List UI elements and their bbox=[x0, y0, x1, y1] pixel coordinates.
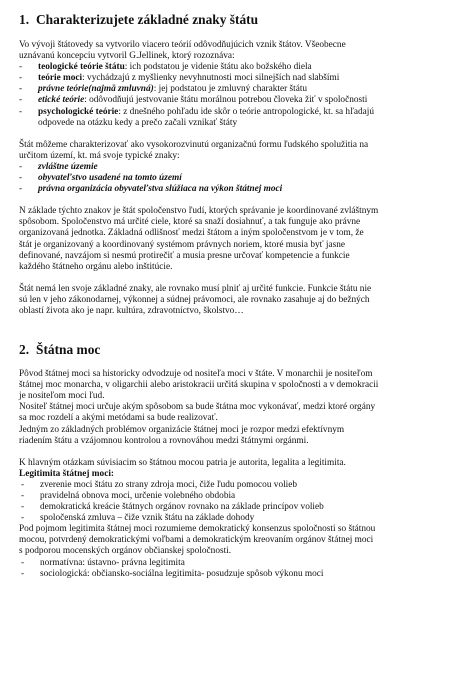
origin-line: sa moc rozdelí a akými metódami sa bude realizovať. bbox=[19, 413, 218, 424]
document-page bbox=[0, 12, 474, 682]
legitimacy-item: - pravidelná obnova moci, určenie volebného obdobia bbox=[19, 491, 460, 502]
origin-line: riadením štátu a vzájomnou kontrolou a rovnováhou medzi štátnymi orgánmi. bbox=[19, 435, 309, 446]
issues-line: K hlavným otázkam súvisiacim so štátnou mocou patria je autorita, legalita a legitimita. bbox=[19, 457, 346, 468]
state-sign-text: obyvateľstvo usadené na tomto území bbox=[38, 173, 182, 184]
society-line: spôsobom. Spoločenstvo má určité ciele, ktoré sa snaží dosiahnuť, a tak funguje ako právne bbox=[19, 217, 361, 228]
section-1-number: 1. bbox=[19, 12, 30, 27]
theory-term: psychologické teórie bbox=[38, 106, 119, 117]
theory-item bbox=[19, 84, 460, 95]
theory-item bbox=[19, 62, 460, 73]
society-line: každého štátneho orgánu alebo inštitúcie. bbox=[19, 261, 173, 272]
theory-term: etické teórie bbox=[38, 95, 85, 106]
society-line: organizovaná jednotka. Základná odlišnosť medzi štátom a iným spoločenstvom je v tom, že bbox=[19, 228, 364, 239]
origin-line: je nositeľom moci ľud. bbox=[19, 391, 105, 402]
theory-item bbox=[19, 73, 460, 84]
characteristics-paragraph bbox=[19, 140, 460, 162]
section-2-number: 2. bbox=[19, 342, 30, 358]
origin-line: Nositeľ štátnej moci určuje akým spôsobom sa bude štátna moc vykonávať, medzi ktoré orgány bbox=[19, 402, 376, 413]
origin-line: Jedným zo základných problémov organizácie štátnej moci je rozpor medzi efektívnym bbox=[19, 424, 345, 435]
theory-term: teologické teórie štátu bbox=[38, 62, 125, 73]
origin-paragraph bbox=[19, 369, 460, 447]
theory-text: : odôvodňujú jestvovanie štátu morálnou potrebou človeka žiť v spoločnosti bbox=[84, 95, 368, 106]
legitimacy-type-item: - normatívna: ústavno- právna legitimita bbox=[19, 558, 460, 569]
section-1-title: Charakterizujete základné znaky štátu bbox=[36, 12, 259, 27]
theory-item bbox=[19, 95, 460, 106]
legitimacy-line: s podporou mocenských orgánov občianskej spoločnosti. bbox=[19, 546, 232, 557]
society-paragraph bbox=[19, 206, 460, 273]
functions-line: oblastí života ako je napr. kultúra, zdravotníctvo, školstvo… bbox=[19, 305, 244, 316]
legitimacy-types-list bbox=[19, 558, 460, 580]
legitimacy-type-item: - sociologická: občiansko-sociálna legitimita- posudzuje spôsob výkonu moci bbox=[19, 569, 460, 580]
section-1-heading bbox=[19, 12, 460, 27]
legitimacy-line: mocou, potvrdený demokratickými voľbami a demokratickým kreovaním orgánov štátnej moci bbox=[19, 535, 374, 546]
society-line: štát je organizovaný a koordinovaný systémom právnych noriem, ktoré musia byť jasne bbox=[19, 239, 346, 250]
functions-paragraph bbox=[19, 284, 460, 317]
state-sign-item bbox=[19, 184, 460, 195]
theories-list bbox=[19, 62, 460, 129]
origin-line: Pôvod štátnej moci sa historicky odvodzuje od nositeľa moci v štáte. V monarchii je nositeľom bbox=[19, 369, 373, 380]
intro-paragraph bbox=[19, 40, 460, 62]
state-signs-list bbox=[19, 162, 460, 195]
state-sign-text: zvláštne územie bbox=[38, 161, 98, 172]
theory-text-continued: odpovede na otázku kedy a prečo začali vznikať štáty bbox=[38, 117, 238, 128]
theory-item bbox=[19, 107, 460, 129]
theory-text: : vychádzajú z myšlienky nevyhnutnosti moci silnejších nad slabšími bbox=[82, 73, 340, 84]
section-2-heading bbox=[19, 342, 460, 357]
theory-text: : ich podstatou je videnie štátu ako božského diela bbox=[124, 62, 312, 73]
theory-text: : jej podstatou je zmluvný charakter štátu bbox=[153, 84, 308, 95]
state-sign-text: právna organizácia obyvateľstva slúžiaca na výkon štátnej moci bbox=[38, 184, 283, 195]
intro-line: Vo vývoji štátovedy sa vytvorilo viacero teórií odôvodňujúcich vznik štátov. Všeobecne bbox=[19, 40, 346, 50]
characteristics-line: Štát môžeme charakterizovať ako vysokorozvinutú organizačnú formu ľudského spolužitia na bbox=[19, 139, 369, 150]
legitimacy-paragraph bbox=[19, 524, 460, 557]
society-line: N základe týchto znakov je štát spoločenstvo ľudí, ktorých správanie je koordinované zvláštnym bbox=[19, 206, 379, 217]
section-2-title: Štátna moc bbox=[36, 342, 101, 358]
characteristics-line: určitom území, kt. má svoje typické znaky: bbox=[19, 150, 180, 161]
society-line: definované, navzájom si nesmú protirečiť a musia presne určovať kompetencie a funkcie bbox=[19, 250, 350, 261]
theory-text: : z dnešného pohľadu ide skôr o teórie antropologické, kt. sa hľadajú bbox=[118, 106, 374, 117]
legitimacy-item: - demokratická kreácie štátnych orgánov rovnako na základe princípov volieb bbox=[19, 502, 460, 513]
legitimacy-item: - zverenie moci štátu zo strany zdroja moci, čiže ľudu pomocou volieb bbox=[19, 480, 460, 491]
state-sign-item bbox=[19, 173, 460, 184]
functions-line: sú len v jeho zákonodarnej, výkonnej a súdnej právomoci, ale rovnako zasahuje aj do bežných bbox=[19, 294, 370, 305]
legitimacy-title: Legitimita štátnej moci: bbox=[19, 468, 115, 479]
legitimacy-list bbox=[19, 480, 460, 524]
intro-line: uznávanú koncepciu vytvoril G.Jellinek, ktorý rozoznáva: bbox=[19, 51, 235, 62]
theory-term: právne teórie(najmä zmluvná) bbox=[38, 84, 154, 95]
legitimacy-line: Pod pojmom legitimita štátnej moci rozumieme demokratický konsenzus spoločnosti so štátnou bbox=[19, 524, 376, 535]
legitimacy-item: - spoločenská zmluva – čiže vznik štátu na základe dohody bbox=[19, 513, 460, 524]
functions-line: Štát nemá len svoje základné znaky, ale rovnako musí plniť aj určité funkcie. Funkcie štátu nie bbox=[19, 283, 372, 294]
state-sign-item bbox=[19, 162, 460, 173]
theory-term: teórie moci bbox=[38, 73, 83, 84]
origin-line: štátnej moc monarcha, v oligarchii alebo aristokracii určitá skupina v spoločnosti a v demokracii bbox=[19, 380, 379, 391]
